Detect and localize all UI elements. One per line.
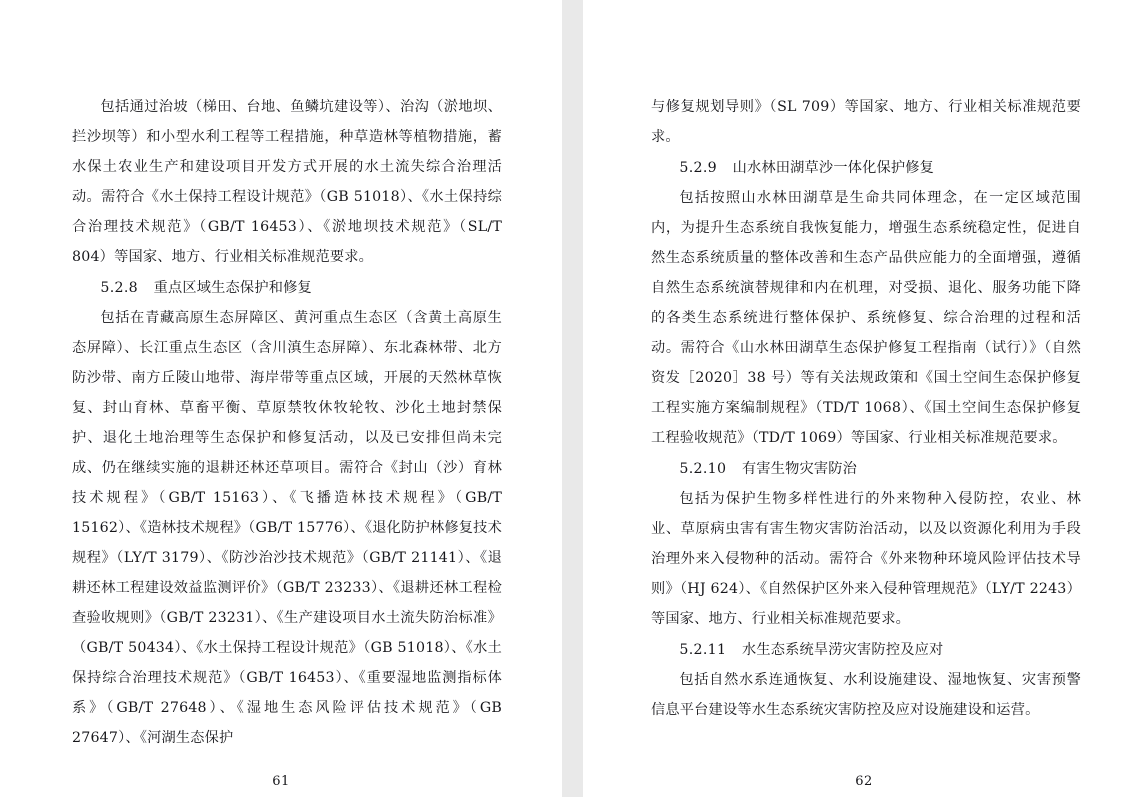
- page-number-left: 61: [272, 774, 290, 789]
- section-heading: [651, 454, 1081, 484]
- section-title: 水生态系统旱涝灾害防控及应对: [741, 642, 944, 658]
- page-left: [0, 0, 562, 797]
- section-title: 山水林田湖草沙一体化保护修复: [732, 160, 935, 176]
- section-heading: [651, 635, 1081, 665]
- paragraph: 包括按照山水林田湖草是生命共同体理念，在一定区域范围内，为提升生态系统自我恢复能力，增强生态系统稳定性，促进自然生态系统质量的整体改善和生态产品供应能力的全面增强，遵循自然生态系统演替规律和内在机理，对受损、退化、服务功能下降的各类生态系统进行整体保护、系统修复、综合治理的过程和活动。需符合《山水林田湖草生态保护修复工程指南（试行）》（自然资发［2020］38 号）等有关法规政策和《国土空间生态保护修复工程实施方案编制规程》（TD/T 1068）、《国土空间生态保护修复工程验收规范》（TD/T 1069）等国家、行业相关标准规范要求。: [651, 190, 1081, 446]
- paragraph: 包括自然水系连通恢复、水利设施建设、湿地恢复、灾害预警信息平台建设等水生态系统灾害防控及应对设施建设和运营。: [651, 672, 1081, 718]
- section-title: 有害生物灾害防治: [741, 461, 858, 477]
- section-number: 5.2.9: [679, 160, 717, 176]
- paragraph: 包括通过治坡（梯田、台地、鱼鳞坑建设等）、治沟（淤地坝、拦沙坝等）和小型水利工程等工程措施，种草造林等植物措施，蓄水保土农业生产和建设项目开发方式开展的水土流失综合治理活动。需符合《水土保持工程设计规范》（GB 51018）、《水土保持综合治理技术规范》（GB/T 16453）、《淤地坝技术规范》（SL/T 804）等国家、地方、行业相关标准规范要求。: [72, 99, 502, 265]
- section-number: 5.2.10: [679, 461, 727, 477]
- section-heading: [72, 273, 502, 303]
- section-title: 重点区域生态保护和修复: [153, 280, 312, 296]
- page-right-body: [583, 0, 1145, 770]
- paragraph: 包括在青藏高原生态屏障区、黄河重点生态区（含黄土高原生态屏障）、长江重点生态区（含川滇生态屏障）、东北森林带、北方防沙带、南方丘陵山地带、海岸带等重点区域，开展的天然林草恢复、封山育林、草畜平衡、草原禁牧休牧轮牧、沙化土地封禁保护、退化土地治理等生态保护和修复活动，以及已安排但尚未完成、仍在继续实施的退耕还林还草项目。需符合《封山（沙）育林技术规程》（GB/T 15163）、《飞播造林技术规程》（GB/T 15162）、《造林技术规程》（GB/T 15776）、《退化防护林修复技术规程》（LY/T 3179）、《防沙治沙技术规范》（GB/T 21141）、《退耕还林工程建设效益监测评价》（GB/T 23233）、《退耕还林工程检查验收规则》（GB/T 23231）、《生产建设项目水土流失防治标准》（GB/T 50434）、《水土保持工程设计规范》（GB 51018）、《水土保持综合治理技术规范》（GB/T 16453）、《重要湿地监测指标体系》（GB/T 27648）、《湿地生态风险评估技术规范》（GB 27647）、《河湖生态保护: [72, 310, 502, 746]
- page-number-right: 62: [855, 774, 873, 789]
- section-number: 5.2.11: [679, 642, 727, 658]
- section-heading: [651, 153, 1081, 183]
- paragraph: 包括为保护生物多样性进行的外来物种入侵防控，农业、林业、草原病虫害有害生物灾害防治活动，以及以资源化利用为手段治理外来入侵物种的活动。需符合《外来物种环境风险评估技术导则》（HJ 624）、《自然保护区外来入侵种管理规范》（LY/T 2243）等国家、地方、行业相关标准规范要求。: [651, 491, 1081, 627]
- page-left-body: [0, 0, 562, 770]
- page-right: [583, 0, 1145, 797]
- paragraph: 与修复规划导则》（SL 709）等国家、地方、行业相关标准规范要求。: [651, 99, 1081, 145]
- section-number: 5.2.8: [100, 280, 138, 296]
